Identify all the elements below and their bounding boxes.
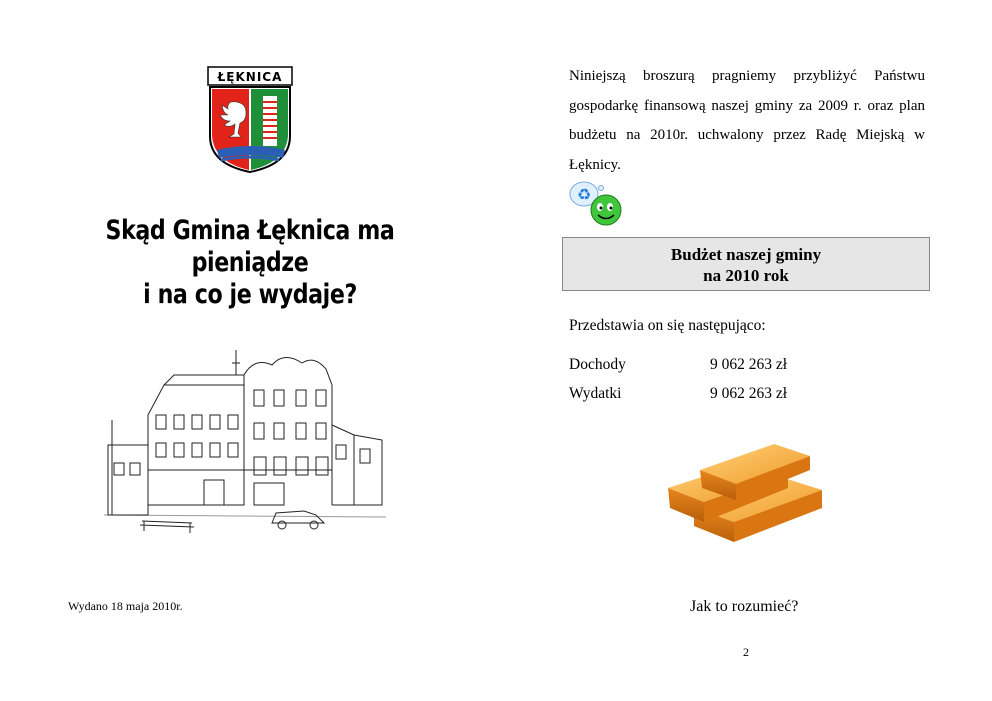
town-hall-sketch-image <box>104 345 386 535</box>
svg-text:ŁĘKNICA: ŁĘKNICA <box>217 70 283 84</box>
title-line-3: i na co je wydaje? <box>143 279 357 310</box>
coat-of-arms-image <box>207 66 293 174</box>
title-line-2: pieniądze <box>191 247 309 278</box>
income-label: Dochody <box>569 356 626 373</box>
question-text: Jak to rozumieć? <box>690 598 799 615</box>
income-value: 9 062 263 zł <box>710 356 788 373</box>
budget-title-box <box>562 237 930 291</box>
expense-label: Wydatki <box>569 385 622 402</box>
page-number: 2 <box>743 645 749 659</box>
recycling-smiley-icon <box>566 180 626 226</box>
gold-bars-image <box>664 438 824 550</box>
budget-title-line-1: Budżet naszej gminy <box>670 245 822 264</box>
issued-date: Wydano 18 maja 2010r. <box>68 599 183 613</box>
svg-text:♻: ♻ <box>576 185 592 204</box>
brochure-title <box>102 215 397 311</box>
title-line-1: Skąd Gmina Łęknica ma <box>105 215 395 246</box>
intro-paragraph: Niniejszą broszurą pragniemy przybliżyć Państwu gospodarkę finansową naszej gminy za 2009 r. oraz plan budżetu na 2010r. uchwalony przez Radę Miejską w Łęknicy. <box>569 68 925 173</box>
budget-title-line-2: na 2010 rok <box>703 266 789 285</box>
expense-value: 9 062 263 zł <box>710 385 788 402</box>
presents-text: Przedstawia on się następująco: <box>569 317 766 334</box>
